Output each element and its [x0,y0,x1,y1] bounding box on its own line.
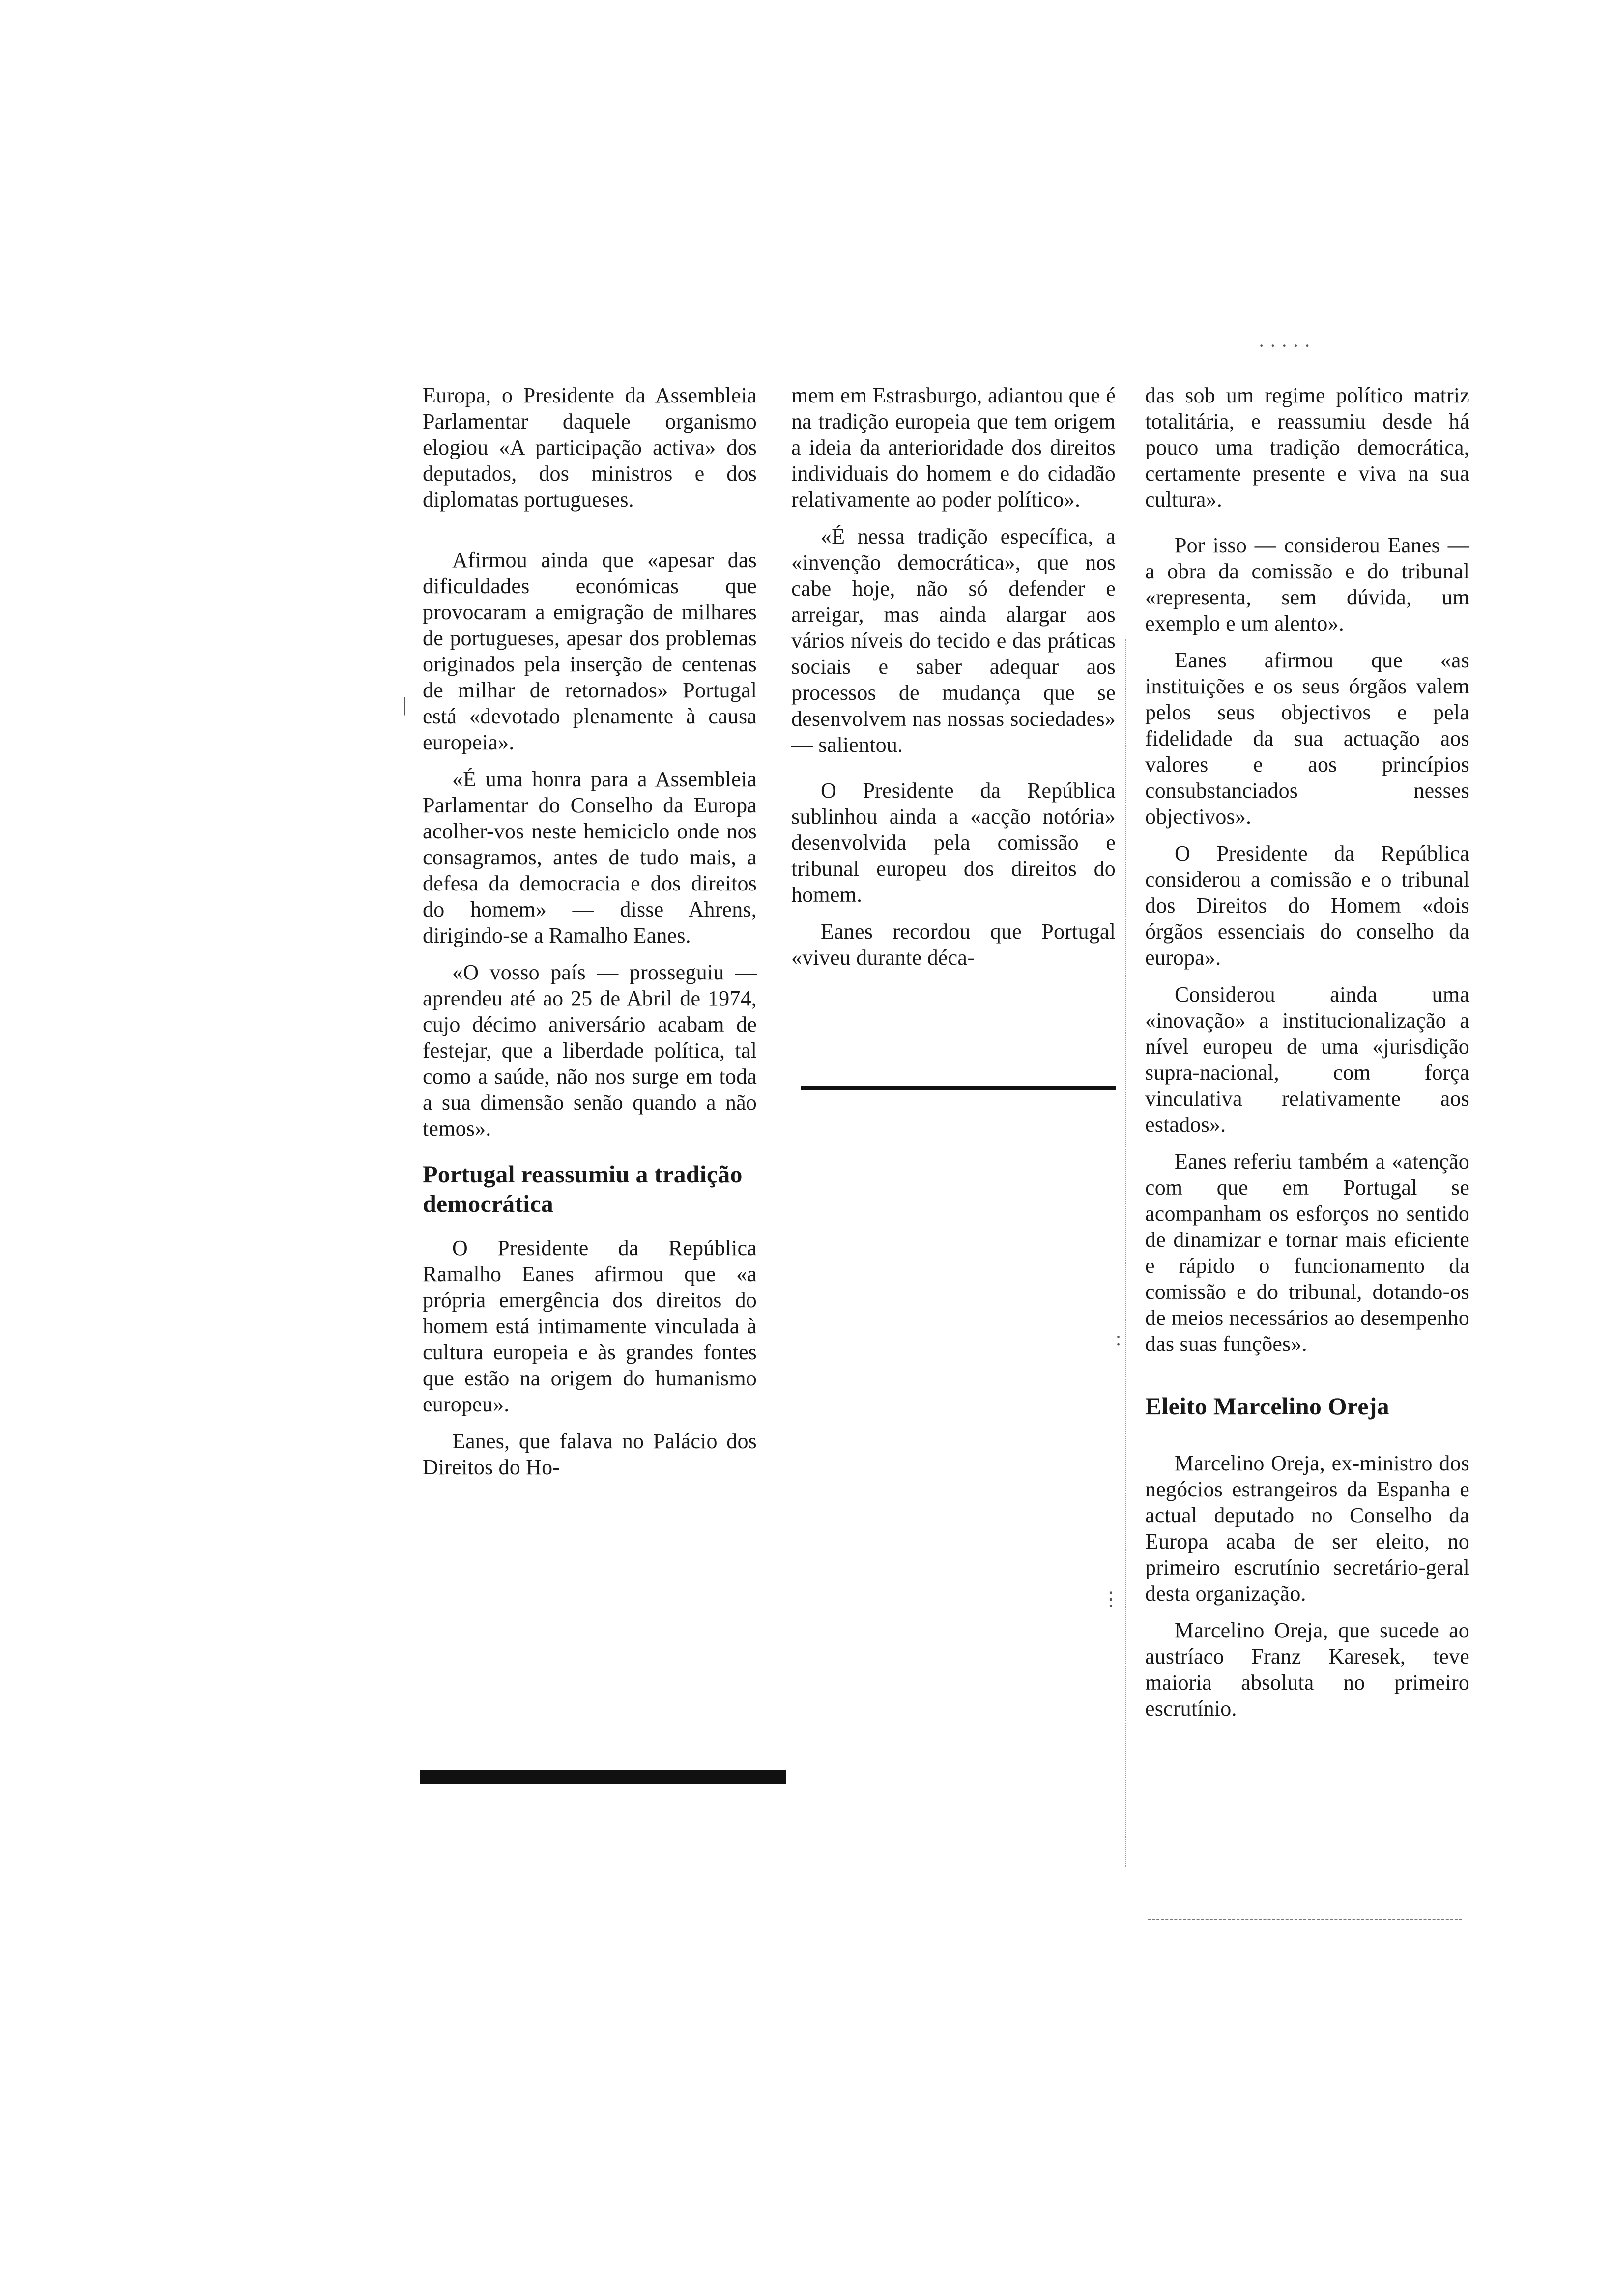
paragraph: Europa, o Presidente da Assembleia Parlamentar daquele organismo elogiou «A participação activa» dos deputados, dos ministros e dos diplomatas portugueses. [423,383,757,512]
article-column-3 [1145,382,1469,1732]
paragraph: Por isso — considerou Eanes — a obra da comissão e do tribunal «representa, sem dúvida, um exemplo e um alento». [1145,533,1469,635]
scan-noise-icon: ⋮ [1101,1588,1121,1610]
article-column-2 [791,382,1116,981]
paragraph: Marcelino Oreja, que sucede ao austríaco Franz Karesek, teve maioria absoluta no primeiro escrutínio. [1145,1618,1469,1721]
paragraph: Marcelino Oreja, ex-ministro dos negócios estrangeiros da Espanha e actual deputado no Conselho da Europa acaba de ser eleito, no primeiro escrutínio secretário-geral desta organização. [1145,1451,1469,1606]
column-end-bar [420,1770,786,1784]
paragraph: mem em Estrasburgo, adiantou que é na tradição europeia que tem origem a ideia da anterioridade dos direitos individuais do homem e do cidadão relativamente ao poder político». [791,383,1116,512]
paragraph: O Presidente da República sublinhou ainda a «acção notória» desenvolvida pela comissão e tribunal europeu dos direitos do homem. [791,778,1116,907]
scan-noise-icon: : [1116,1327,1122,1349]
article-column-1 [423,382,757,1491]
paragraph: Eanes, que falava no Palácio dos Direitos do Ho- [423,1429,757,1479]
paragraph: Eanes referiu também a «atenção com que em Portugal se acompanham os esforços no sentido de dinamizar e tornar mais eficiente e rápido o funcionamento da comissão e do tribunal, dotando-os de meios necessários ao desempenho das suas funções». [1145,1149,1469,1356]
paragraph: Eanes recordou que Portugal «viveu durante déca- [791,919,1116,970]
paragraph: «O vosso país — prosseguiu — aprendeu até ao 25 de Abril de 1974, cujo décimo aniversário acabam de festejar, que a liberdade política, tal como a saúde, não nos surge em toda a sua dimensão senão quando a não temos». [423,960,757,1141]
scan-noise-icon: · · · · · [1258,335,1311,357]
section-heading: Eleito Marcelino Oreja [1145,1392,1389,1420]
column-end-rule [801,1086,1116,1090]
paragraph: Afirmou ainda que «apesar das dificuldades económicas que provocaram a emigração de milhares de portugueses, apesar dos problemas originados pela inserção de centenas de milhar de retornados» Portugal está «devotado plenamente à causa europeia». [423,548,757,754]
paragraph: Eanes afirmou que «as instituições e os seus órgãos valem pelos seus objectivos e pela fidelidade da sua actuação aos valores e aos princípios consubstanciados nesses objectivos». [1145,648,1469,829]
scan-noise-icon: | [403,693,407,716]
paragraph: Considerou ainda uma «inovação» a institucionalização a nível europeu de uma «jurisdição supra-nacional, com força vinculativa relativamente aos estados». [1145,982,1469,1137]
paragraph: O Presidente da República considerou a comissão e o tribunal dos Direitos do Homem «dois órgãos essenciais do conselho da europa». [1145,841,1469,970]
column-divider [1125,639,1127,1867]
paragraph: «É uma honra para a Assembleia Parlamentar do Conselho da Europa acolher-vos neste hemiciclo onde nos consagramos, antes de tudo mais, a defesa da democracia e dos direitos do homem» — disse Ahrens, dirigindo-se a Ramalho Eanes. [423,767,757,947]
paragraph: O Presidente da República Ramalho Eanes afirmou que «a própria emergência dos direitos do homem está intimamente vinculada à cultura europeia e às grandes fontes que estão na origem do humanismo europeu». [423,1236,757,1416]
paragraph: «É nessa tradição específica, a «invenção democrática», que nos cabe hoje, não só defender e arreigar, mas ainda alargar aos vários níveis do tecido e das práticas sociais e saber adequar aos processos de mudança que se desenvolvem nas nossas sociedades» — salientou. [791,524,1116,757]
section-heading: Portugal reassumiu a tradição democrática [423,1160,743,1217]
clipping-bottom-edge [1148,1919,1462,1922]
paragraph: das sob um regime político matriz totalitária, e reassumiu desde há pouco uma tradição democrática, certamente presente e viva na sua cultura». [1145,383,1469,512]
